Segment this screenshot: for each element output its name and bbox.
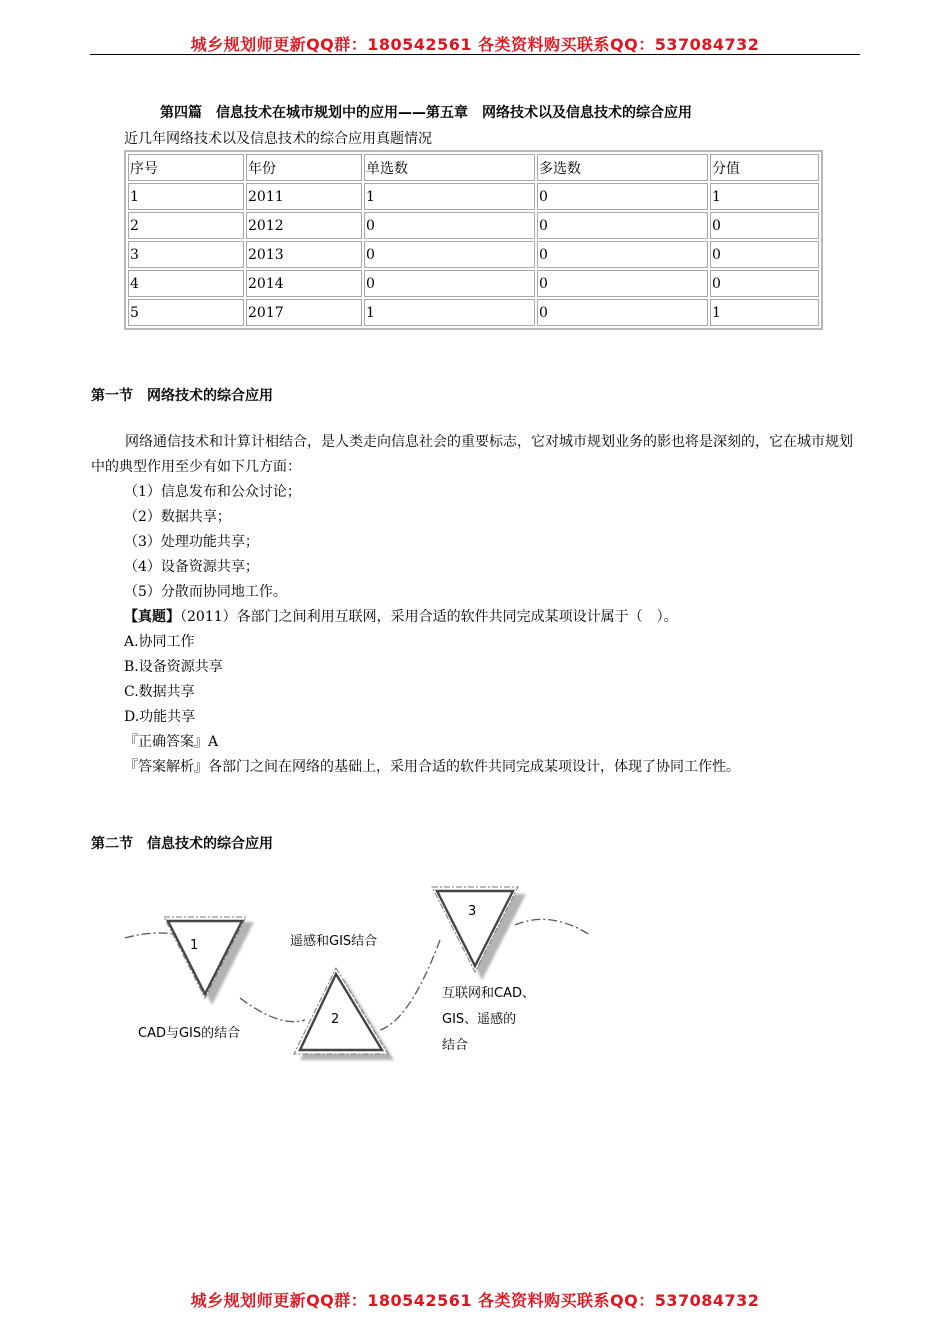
table-row	[128, 299, 819, 326]
node-number-3: 3	[468, 904, 477, 919]
header-cell: 年份	[246, 154, 362, 181]
table-row	[128, 270, 819, 297]
header-cell: 单选数	[364, 154, 535, 181]
correct-answer: 『正确答案』A	[124, 734, 219, 750]
table-cell: 0	[537, 241, 708, 268]
page-title: 第四篇 信息技术在城市规划中的应用——第五章 网络技术以及信息技术的综合应用	[160, 105, 692, 121]
table-cell: 2	[128, 212, 244, 239]
table-cell: 0	[710, 212, 819, 239]
node-label-3-line3: 结合	[442, 1038, 469, 1053]
table-cell: 0	[364, 212, 535, 239]
table-cell: 4	[128, 270, 244, 297]
question-text: （2011）各部门之间利用互联网，采用合适的软件共同完成某项设计属于（ ）。	[180, 609, 678, 625]
flow-curve	[380, 940, 440, 1030]
table-cell: 5	[128, 299, 244, 326]
table-row	[128, 183, 819, 210]
table-cell: 1	[710, 299, 819, 326]
exam-question	[124, 605, 678, 630]
table-cell: 3	[128, 241, 244, 268]
table-cell: 0	[537, 299, 708, 326]
answer-analysis: 『答案解析』各部门之间在网络的基础上，采用合适的软件共同完成某项设计，体现了协同工作性。	[124, 759, 740, 775]
exam-stats-table	[124, 150, 823, 330]
node-number-2: 2	[331, 1012, 340, 1027]
triangle-node-1	[164, 917, 254, 1005]
triangle-node-3	[432, 887, 526, 980]
triangle-node-2	[294, 968, 394, 1060]
header-cell: 分值	[710, 154, 819, 181]
list-item: （3）处理功能共享；	[124, 534, 259, 550]
answer-option: A.协同工作	[124, 634, 195, 650]
node-label-3-line2: GIS、遥感的	[442, 1012, 517, 1027]
table-header-row	[128, 154, 819, 181]
page-header: 城乡规划师更新QQ群：180542561 各类资料购买联系QQ：537084732	[190, 35, 760, 54]
table-cell: 0	[537, 183, 708, 210]
list-item: （1）信息发布和公众讨论；	[124, 484, 301, 500]
node-label-3-line1: 互联网和CAD、	[442, 986, 535, 1001]
table-caption: 近几年网络技术以及信息技术的综合应用真题情况	[124, 131, 432, 147]
question-tag: 【真题】	[124, 609, 180, 625]
table-cell: 0	[537, 270, 708, 297]
table-cell: 1	[128, 183, 244, 210]
table-cell: 0	[364, 270, 535, 297]
table-cell: 0	[710, 270, 819, 297]
table-row	[128, 212, 819, 239]
node-number-1: 1	[190, 938, 199, 953]
table-cell: 2014	[246, 270, 362, 297]
header-rule	[90, 54, 860, 55]
section2-heading: 第二节 信息技术的综合应用	[91, 836, 273, 852]
answer-option: B.设备资源共享	[124, 659, 223, 675]
table-cell: 1	[364, 299, 535, 326]
page-footer: 城乡规划师更新QQ群：180542561 各类资料购买联系QQ：537084732	[190, 1291, 760, 1310]
list-item: （2）数据共享；	[124, 509, 231, 525]
table-cell: 1	[364, 183, 535, 210]
table-cell: 2011	[246, 183, 362, 210]
diagram-graphic	[120, 880, 600, 1080]
table-cell: 2013	[246, 241, 362, 268]
node-label-2: 遥感和GIS结合	[290, 934, 378, 949]
list-item: （5）分散而协同地工作。	[124, 584, 287, 600]
table-cell: 0	[364, 241, 535, 268]
list-item: （4）设备资源共享；	[124, 559, 259, 575]
table-cell: 0	[710, 241, 819, 268]
answer-option: D.功能共享	[124, 709, 196, 725]
flow-curve	[515, 919, 590, 935]
table-row	[128, 241, 819, 268]
header-cell: 多选数	[537, 154, 708, 181]
table-cell: 1	[710, 183, 819, 210]
answer-option: C.数据共享	[124, 684, 195, 700]
section1-intro: 网络通信技术和计算计相结合，是人类走向信息社会的重要标志，它对城市规划业务的影也将是深刻的，它在城市规划中的典型作用至少有如下几方面：	[91, 434, 853, 475]
node-label-1: CAD与GIS的结合	[138, 1026, 241, 1041]
header-cell: 序号	[128, 154, 244, 181]
table-cell: 0	[537, 212, 708, 239]
table-cell: 2012	[246, 212, 362, 239]
flow-curve	[240, 998, 305, 1022]
section1-heading: 第一节 网络技术的综合应用	[91, 388, 273, 404]
table-cell: 2017	[246, 299, 362, 326]
integration-diagram	[120, 880, 600, 1080]
